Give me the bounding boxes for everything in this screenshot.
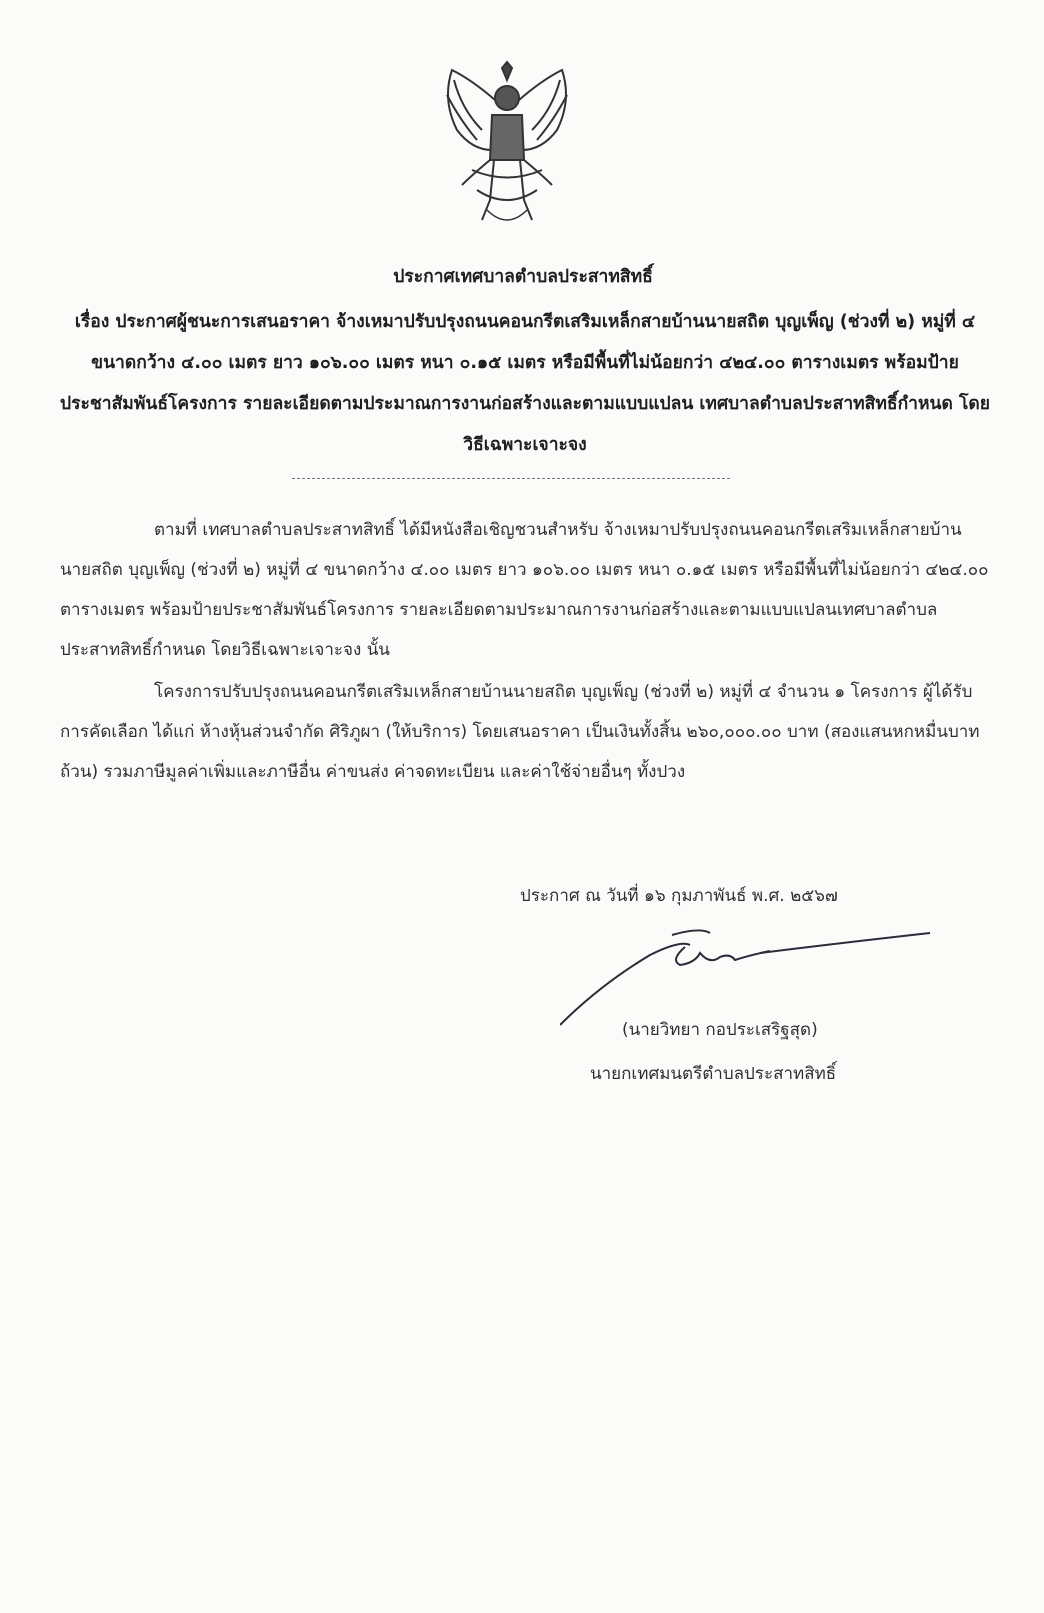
announcement-title: ประกาศเทศบาลตำบลประสาทสิทธิ์ (393, 267, 653, 287)
announcement-subject: เรื่อง ประกาศผู้ชนะการเสนอราคา จ้างเหมาปรับปรุงถนนคอนกรีตเสริมเหล็กสายบ้านนายสถิต บุญเพ็ญ (ช่วงที่ ๒) หมู่ที่ ๔ ขนาดกว้าง ๔.๐๐ เมตร ยาว ๑๐๖.๐๐ เมตร หนา ๐.๑๕ เมตร หรือมีพื้นที่ไม่น้อยกว่า ๔๒๔.๐๐ ตารางเมตร พร้อมป้ายประชาสัมพันธ์โครงการ รายละเอียดตามประมาณการงานก่อสร้างและตามแบบแปลน เทศบาลตำบลประสาทสิทธิ์กำหนด โดยวิธีเฉพาะเจาะจง (60, 312, 990, 455)
garuda-emblem-icon (432, 60, 582, 230)
paragraph-2: โครงการปรับปรุงถนนคอนกรีตเสริมเหล็กสายบ้านนายสถิต บุญเพ็ญ (ช่วงที่ ๒) หมู่ที่ ๔ จำนวน ๑ โครงการ ผู้ได้รับการคัดเลือก ได้แก่ ห้างหุ้นส่วนจำกัด ศิริภูผา (ให้บริการ) โดยเสนอราคา เป็นเงินทั้งสิ้น ๒๖๐,๐๐๐.๐๐ บาท (สองแสนหกหมื่นบาทถ้วน) รวมภาษีมูลค่าเพิ่มและภาษีอื่น ค่าขนส่ง ค่าจดทะเบียน และค่าใช้จ่ายอื่นๆ ทั้งปวง (60, 682, 980, 782)
signatory-name: (นายวิทยา กอประเสริฐสุด) (622, 1020, 818, 1040)
signatory-position: นายกเทศมนตรีตำบลประสาทสิทธิ์ (590, 1064, 837, 1084)
date-line: ประกาศ ณ วันที่ ๑๖ กุมภาพันธ์ พ.ศ. ๒๕๖๗ (520, 886, 838, 906)
paragraph-1: ตามที่ เทศบาลตำบลประสาทสิทธิ์ ได้มีหนังสือเชิญชวนสำหรับ จ้างเหมาปรับปรุงถนนคอนกรีตเสริมเหล็กสายบ้านนายสถิต บุญเพ็ญ (ช่วงที่ ๒) หมู่ที่ ๔ ขนาดกว้าง ๔.๐๐ เมตร ยาว ๑๐๖.๐๐ เมตร หนา ๐.๑๕ เมตร หรือมีพื้นที่ไม่น้อยกว่า ๔๒๔.๐๐ ตารางเมตร พร้อมป้ายประชาสัมพันธ์โครงการ รายละเอียดตามประมาณการงานก่อสร้างและตามแบบแปลนเทศบาลตำบลประสาทสิทธิ์กำหนด โดยวิธีเฉพาะเจาะจง นั้น (60, 520, 989, 660)
divider (292, 478, 730, 479)
